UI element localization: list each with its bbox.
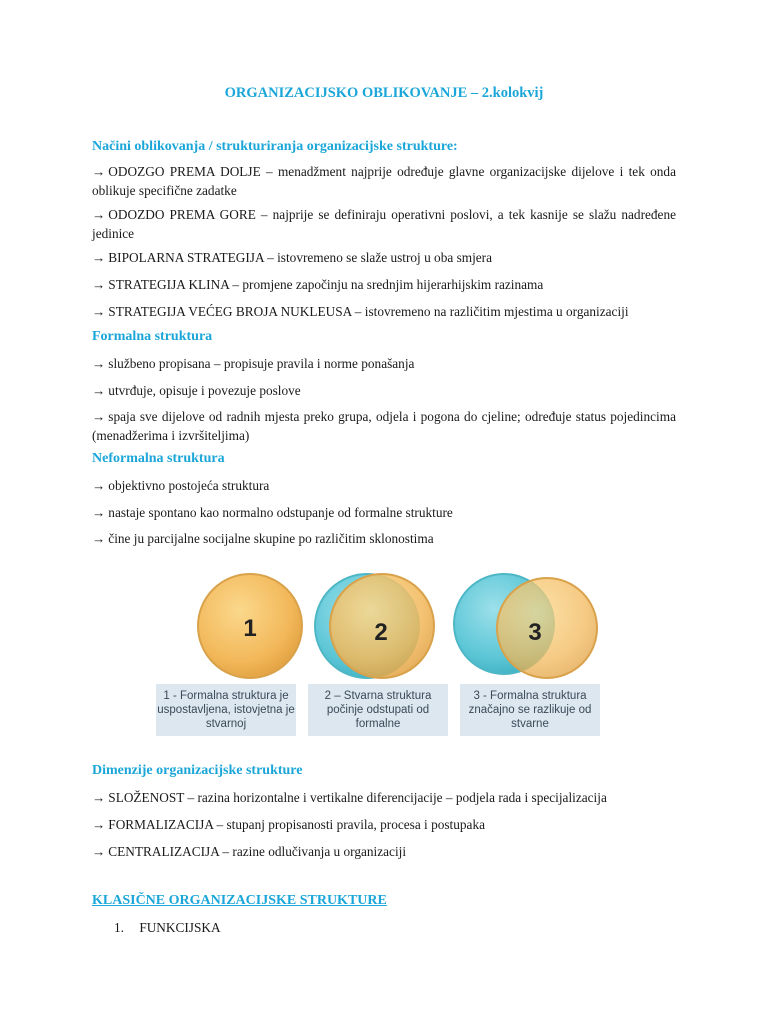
list-item: → STRATEGIJA KLINA – promjene započinju na srednjim hijerarhijskim razinama: [92, 277, 544, 292]
arrow-icon: →: [92, 409, 106, 424]
list-item: → nastaje spontano kao normalno odstupanje od formalne strukture: [92, 505, 453, 520]
arrow-icon: →: [92, 531, 106, 546]
arrow-icon: →: [92, 383, 106, 398]
heading-dimenzije: Dimenzije organizacijske strukture: [92, 763, 303, 778]
list-item: → BIPOLARNA STRATEGIJA – istovremeno se slaže ustroj u oba smjera: [92, 250, 493, 265]
circles-graphic: [152, 566, 598, 686]
heading-nacini: Načini oblikovanja / strukturiranja organizacijske strukture:: [92, 139, 458, 154]
arrow-icon: →: [92, 790, 106, 805]
arrow-icon: →: [92, 844, 106, 859]
caption-1: 1 - Formalna struktura je uspostavljena, istovjetna je stvarnoj: [156, 684, 296, 736]
list-item: → utvrđuje, opisuje i povezuje poslove: [92, 383, 301, 398]
list-item: → STRATEGIJA VEĆEG BROJA NUKLEUSA – istovremeno na različitim mjestima u organizaciji: [92, 304, 629, 319]
arrow-icon: →: [92, 478, 106, 493]
list-item: → FORMALIZACIJA – stupanj propisanosti pravila, procesa i postupaka: [92, 817, 485, 832]
heading-neformalna: Neformalna struktura: [92, 451, 225, 466]
number-2: 2: [374, 619, 388, 646]
arrow-icon: →: [92, 356, 106, 371]
list-label: FUNKCIJSKA: [139, 920, 221, 935]
arrow-icon: →: [92, 505, 106, 520]
document-title: ORGANIZACIJSKO OBLIKOVANJE – 2.kolokvij: [224, 85, 544, 101]
structure-diagram: [152, 566, 598, 736]
arrow-icon: →: [92, 277, 106, 292]
caption-2: 2 – Stvarna struktura počinje odstupati od formalne: [308, 684, 448, 736]
arrow-icon: →: [92, 817, 106, 832]
list-item: → čine ju parcijalne socijalne skupine po različitim sklonostima: [92, 531, 434, 546]
arrow-icon: →: [92, 164, 106, 179]
list-item: → spaja sve dijelove od radnih mjesta preko grupa, odjela i pogona do cjeline; određuje status pojedincima (menadžerima i izvršiteljima): [92, 409, 676, 443]
arrow-icon: →: [92, 250, 106, 265]
circle-group-3: [454, 574, 597, 678]
list-item: → objektivno postojeća struktura: [92, 478, 270, 493]
heading-klasicne: KLASIČNE ORGANIZACIJSKE STRUKTURE: [92, 893, 387, 908]
list-item: → ODOZGO PREMA DOLJE – menadžment najprije određuje glavne organizacijske dijelove i tek onda oblikuje specifične zadatke: [92, 164, 676, 198]
heading-formalna: Formalna struktura: [92, 329, 213, 344]
arrow-icon: →: [92, 304, 106, 319]
arrow-icon: →: [92, 207, 106, 222]
list-item: → SLOŽENOST – razina horizontalne i vertikalne diferencijacije – podjela rada i specijalizacija: [92, 790, 607, 805]
list-number: 1.: [114, 920, 124, 935]
number-3: 3: [528, 619, 542, 646]
list-item: → ODOZDO PREMA GORE – najprije se definiraju operativni poslovi, a tek kasnije se slažu nadređene jedinice: [92, 207, 676, 241]
numbered-list-item: [114, 920, 221, 936]
list-item: → CENTRALIZACIJA – razine odlučivanja u organizaciji: [92, 844, 407, 859]
number-1: 1: [243, 615, 257, 642]
caption-3: 3 - Formalna struktura značajno se razlikuje od stvarne: [460, 684, 600, 736]
list-item: → službeno propisana – propisuje pravila i norme ponašanja: [92, 356, 415, 371]
circle-formal-3: [497, 578, 597, 678]
